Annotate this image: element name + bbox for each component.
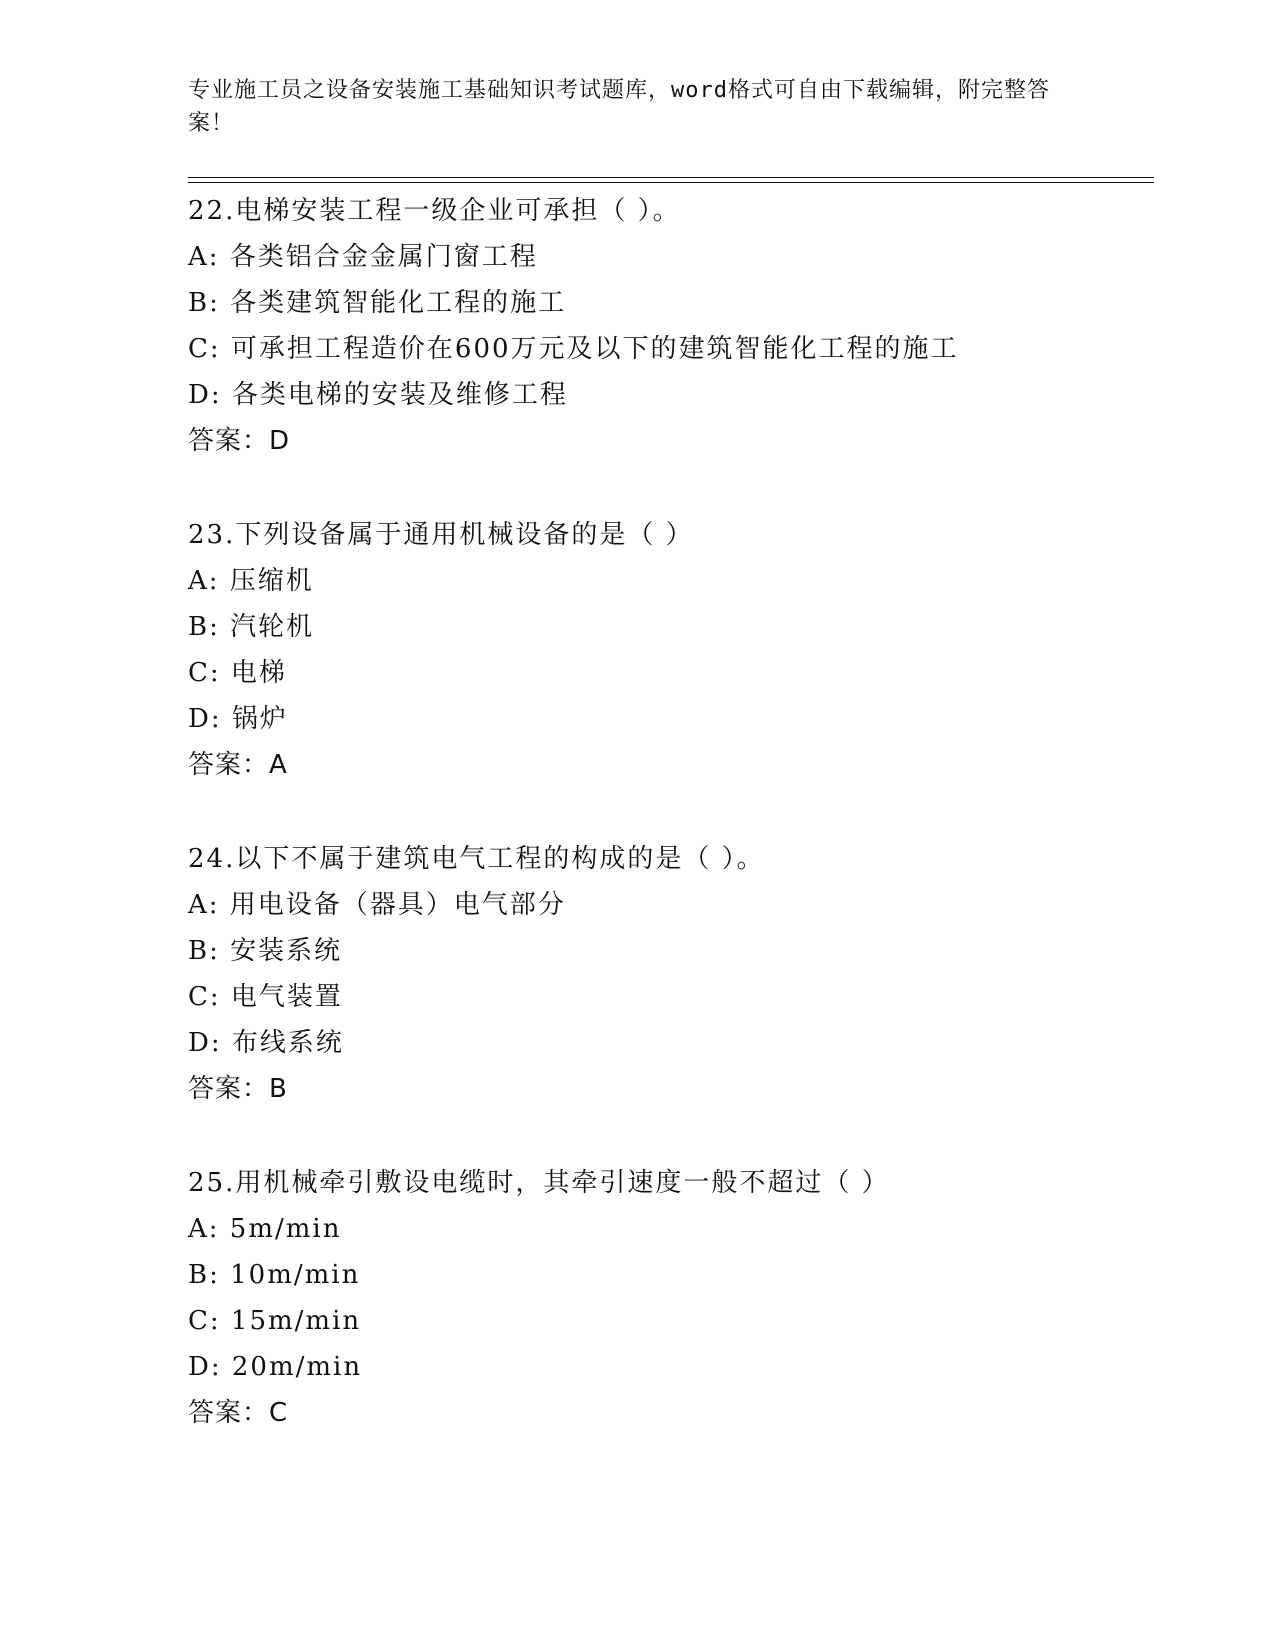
question-stem: 25.用机械牵引敷设电缆时，其牵引速度一般不超过（ ） [188, 1168, 890, 1198]
option-c: C: 电气装置 [188, 982, 343, 1012]
header-divider-top [188, 177, 1154, 178]
answer: 答案：D [188, 426, 291, 456]
answer: 答案：C [188, 1398, 289, 1428]
option-c: C: 15m/min [188, 1306, 362, 1336]
option-b: B: 汽轮机 [188, 612, 315, 642]
question-stem: 22.电梯安装工程一级企业可承担（ ）。 [188, 196, 681, 226]
question-list [188, 188, 1154, 1484]
question-22 [188, 188, 1154, 464]
question-stem: 24.以下不属于建筑电气工程的构成的是（ ）。 [188, 844, 765, 874]
option-d: D: 各类电梯的安装及维修工程 [188, 380, 568, 410]
question-stem: 23.下列设备属于通用机械设备的是（ ） [188, 520, 694, 550]
option-b: B: 各类建筑智能化工程的施工 [188, 288, 567, 318]
question-25 [188, 1160, 1154, 1436]
answer: 答案：A [188, 750, 288, 780]
option-d: D: 20m/min [188, 1352, 363, 1382]
option-a: A: 用电设备（器具）电气部分 [188, 890, 566, 920]
option-a: A: 5m/min [188, 1214, 342, 1244]
document-header: 专业施工员之设备安装施工基础知识考试题库，word格式可自由下载编辑，附完整答案！ [188, 78, 1050, 136]
option-b: B: 安装系统 [188, 936, 343, 966]
question-23 [188, 512, 1154, 788]
option-a: A: 压缩机 [188, 566, 314, 596]
option-c: C: 可承担工程造价在600万元及以下的建筑智能化工程的施工 [188, 334, 959, 364]
header-divider-bottom [188, 182, 1154, 183]
option-b: B: 10m/min [188, 1260, 361, 1290]
option-a: A: 各类铝合金金属门窗工程 [188, 242, 538, 272]
option-c: C: 电梯 [188, 658, 287, 688]
question-24 [188, 836, 1154, 1112]
option-d: D: 锅炉 [188, 704, 288, 734]
answer: 答案：B [188, 1074, 288, 1104]
option-d: D: 布线系统 [188, 1028, 344, 1058]
